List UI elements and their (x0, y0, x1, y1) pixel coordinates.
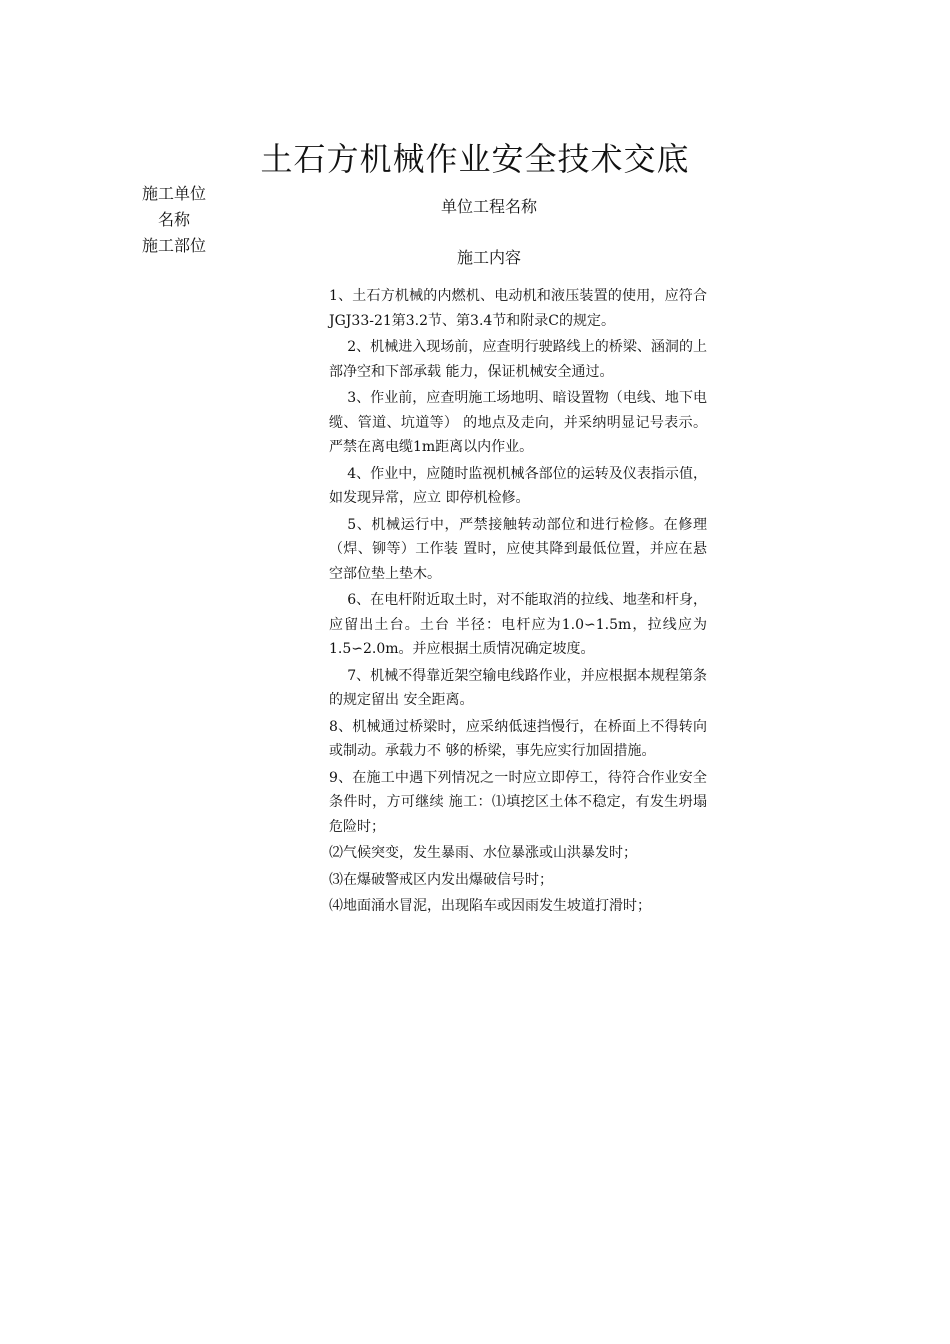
paragraph-9: 9、在施工中遇下列情况之一时应立即停工，待符合作业安全条件时，方可继续 施工：⑴填挖区土体不稳定，有发生坍塌危险时； (329, 769, 707, 835)
document-title: 土石方机械作业安全技术交底 (260, 140, 690, 179)
paragraph-7: 7、机械不得靠近架空输电线路作业，并应根据本规程第条的规定留出 安全距离。 (329, 667, 707, 708)
paragraph-8: 8、机械通过桥梁时，应采纳低速挡慢行，在桥面上不得转向或制动。承载力不 够的桥梁，事先应实行加固措施。 (329, 718, 707, 759)
construction-unit-label: 施工单位名称 (141, 184, 206, 229)
paragraph-3: 3、作业前，应查明施工场地明、暗设置物（电线、地下电缆、管道、坑道等） 的地点及走向，并采纳明显记号表示。严禁在离电缆1m距离以内作业。 (329, 390, 707, 455)
construction-part-label: 施工部位 (141, 236, 206, 255)
construction-content-label: 施工内容 (456, 248, 521, 267)
paragraph-9-item-4: ⑷地面涌水冒泥，出现陷车或因雨发生坡道打滑时； (329, 898, 651, 914)
safety-content-body (329, 284, 707, 921)
paragraph-2: 2、机械进入现场前，应查明行驶路线上的桥梁、涵洞的上部净空和下部承载 能力，保证机械安全通过。 (329, 339, 707, 380)
paragraph-1: 1、土石方机械的内燃机、电动机和液压装置的使用，应符合JGJ33-21第3.2节、第3.4节和附录C的规定。 (329, 288, 707, 329)
paragraph-9-item-3: ⑶在爆破警戒区内发出爆破信号时； (329, 871, 553, 888)
paragraph-6: 6、在电杆附近取土时，对不能取消的拉线、地垄和杆身，应留出土台。土台 半径：电杆应为1.0∽1.5m，拉线应为1.5∽2.0m。并应根据土质情况确定坡度。 (329, 592, 707, 657)
paragraph-5: 5、机械运行中，严禁接触转动部位和进行检修。在修理（焊、铆等）工作装 置时，应使其降到最低位置，并应在悬空部位垫上垫木。 (329, 516, 707, 582)
paragraph-9-item-2: ⑵气候突变，发生暴雨、水位暴涨或山洪暴发时； (329, 845, 637, 861)
paragraph-4: 4、作业中，应随时监视机械各部位的运转及仪表指示值，如发现异常，应立 即停机检修。 (329, 465, 707, 506)
unit-project-name-label: 单位工程名称 (440, 197, 537, 216)
